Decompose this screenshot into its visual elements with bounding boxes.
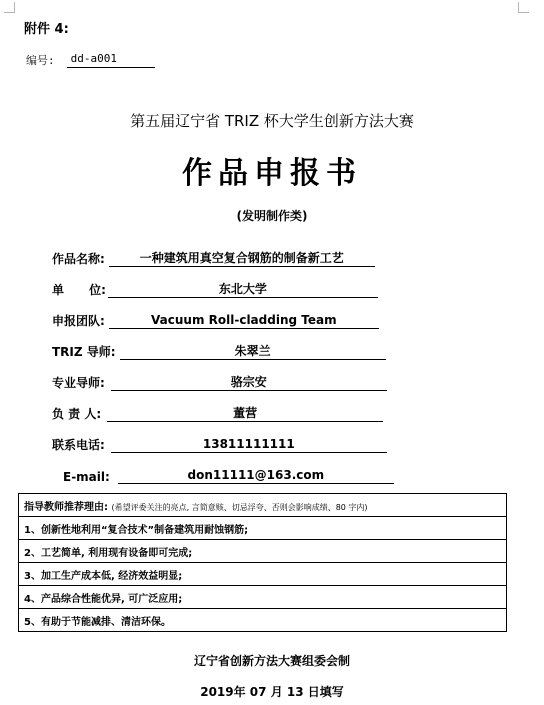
field-person-in-charge — [52, 405, 383, 422]
recommendation-item[interactable]: 2、工艺简单, 利用现有设备即可完成; — [19, 540, 507, 563]
recommendation-item[interactable]: 5、有助于节能减排、清洁环保。 — [19, 609, 507, 632]
recommendation-header — [19, 494, 507, 517]
field-phone — [52, 436, 387, 453]
field-label: 联系电话: — [52, 438, 105, 452]
team-value[interactable]: Vacuum Roll-cladding Team — [109, 312, 379, 329]
recommendation-note: (希望评委关注的亮点, 言简意赅、切忌浮夸、否则会影响成绩、80 字内) — [111, 502, 368, 512]
field-label: 申报团队: — [52, 314, 105, 328]
person-in-charge-value[interactable]: 董营 — [107, 405, 383, 422]
field-label: TRIZ 导师: — [52, 345, 116, 359]
field-team — [52, 312, 379, 329]
code-value[interactable]: dd-a001 — [67, 52, 155, 68]
field-project-name — [52, 250, 375, 267]
field-triz-mentor — [52, 343, 386, 360]
table-row — [19, 586, 507, 609]
table-row — [19, 609, 507, 632]
field-professional-mentor — [52, 374, 387, 391]
attachment-label: 附件 4: — [24, 22, 69, 37]
email-value[interactable]: don11111@163.com — [118, 467, 394, 484]
category-label: (发明制作类) — [236, 209, 308, 223]
table-row — [19, 517, 507, 540]
fill-date: 2019年 07 月 13 日填写 — [200, 685, 344, 699]
organization-value[interactable]: 东北大学 — [108, 281, 378, 298]
field-label: 单 位: — [52, 283, 106, 297]
recommendation-item[interactable]: 1、创新性地利用“复合技术”制备建筑用耐蚀钢筋; — [19, 517, 507, 540]
organizer-label: 辽宁省创新方法大赛组委会制 — [193, 654, 350, 668]
table-row — [19, 540, 507, 563]
recommendation-item[interactable]: 3、加工生产成本低, 经济效益明显; — [19, 563, 507, 586]
triz-mentor-value[interactable]: 朱翠兰 — [120, 343, 386, 360]
field-label: E-mail: — [63, 470, 110, 484]
document-title: 作品申报书 — [182, 156, 362, 191]
field-label: 专业导师: — [52, 376, 105, 390]
page-corner-mark-left — [4, 2, 15, 13]
recommendation-table — [18, 493, 507, 632]
field-email — [63, 467, 394, 484]
field-organization — [52, 281, 378, 298]
contest-title: 第五届辽宁省 TRIZ 杯大学生创新方法大赛 — [130, 112, 414, 130]
page-corner-mark-right — [518, 2, 529, 13]
recommendation-heading: 指导教师推荐理由: — [24, 501, 108, 513]
field-label: 负 责 人: — [52, 407, 102, 421]
table-row — [19, 563, 507, 586]
recommendation-item[interactable]: 4、产品综合性能优异, 可广泛应用; — [19, 586, 507, 609]
phone-value[interactable]: 13811111111 — [111, 436, 387, 453]
project-name-value[interactable]: 一种建筑用真空复合钢筋的制备新工艺 — [109, 250, 375, 267]
code-label: 编号: — [26, 54, 55, 67]
field-label: 作品名称: — [52, 252, 105, 266]
code-row — [26, 52, 155, 68]
recommendation-header-row — [19, 494, 507, 517]
professional-mentor-value[interactable]: 骆宗安 — [111, 374, 387, 391]
